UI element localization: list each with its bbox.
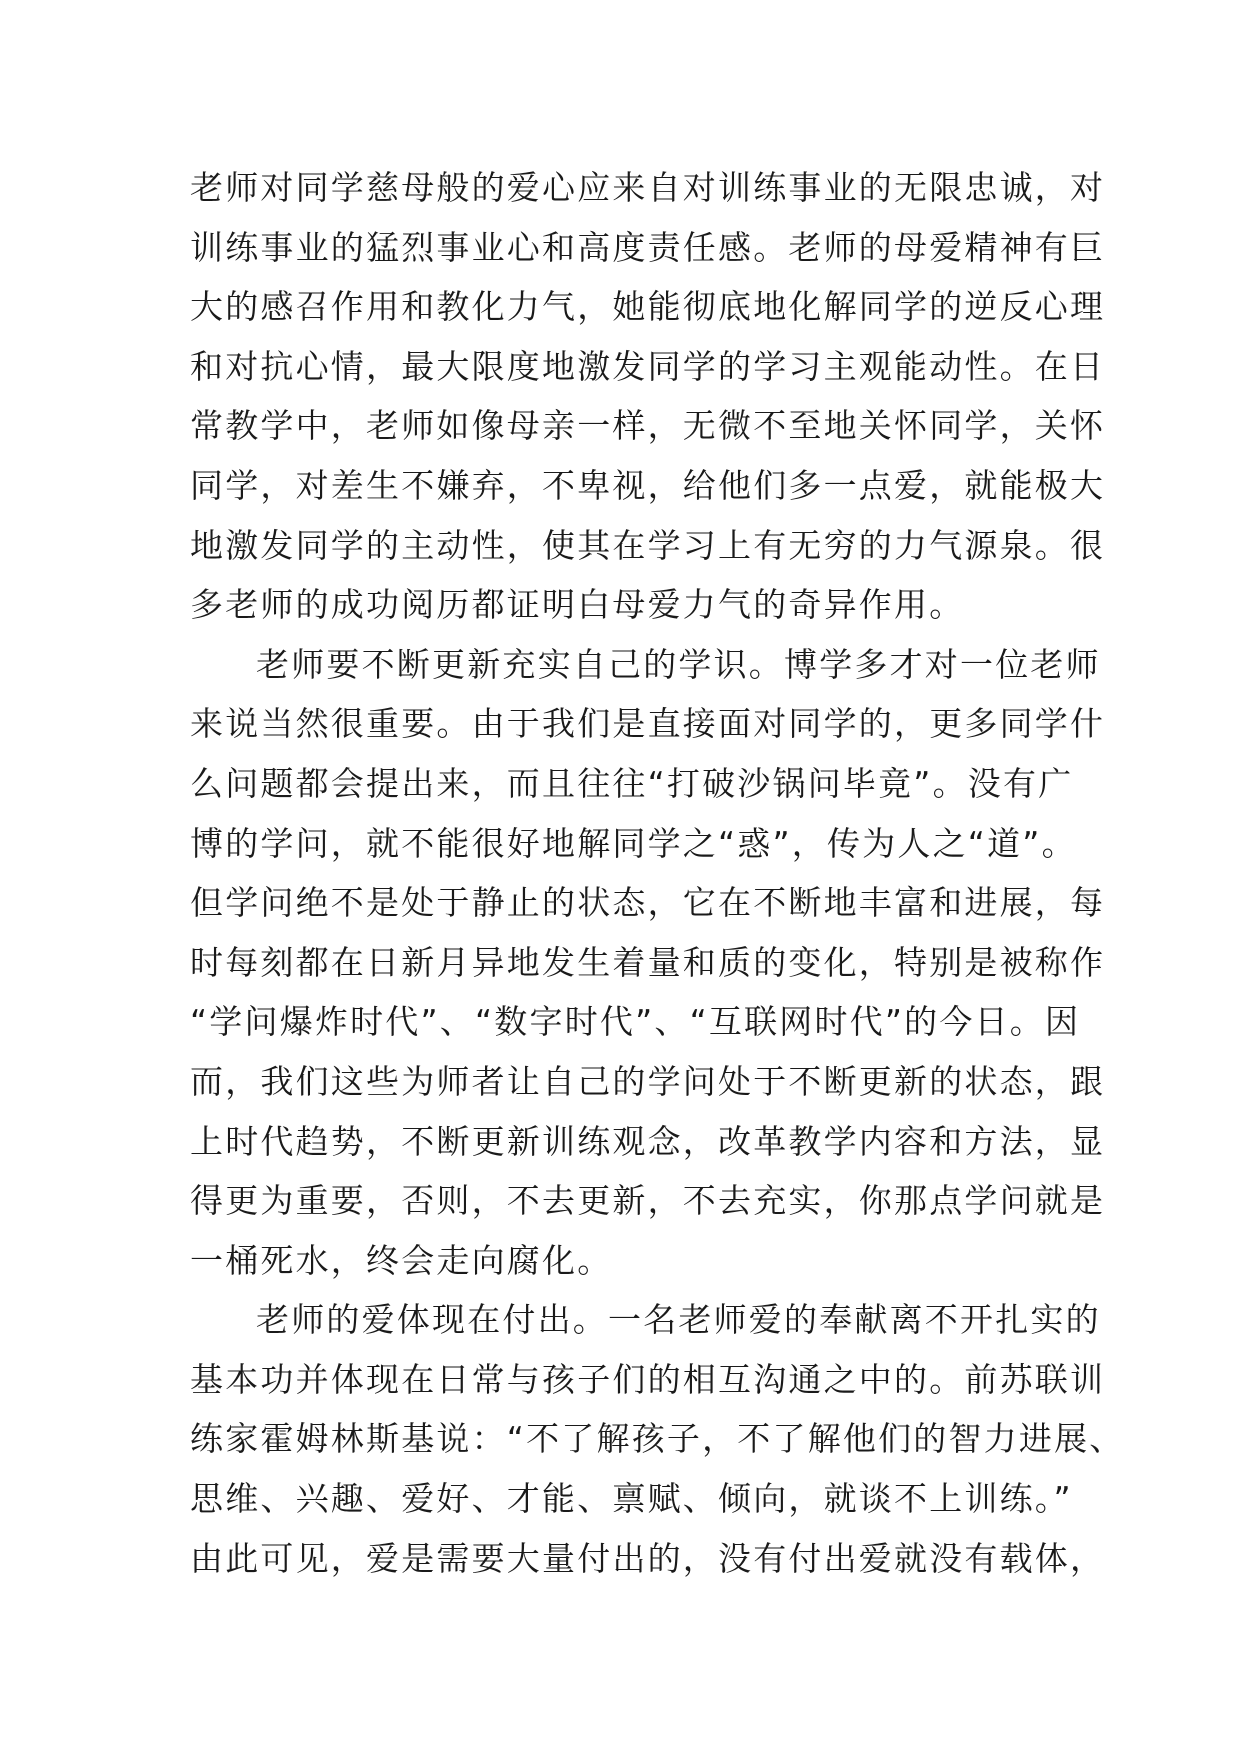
text-line: 得更为重要，否则，不去更新，不去充实，你那点学问就是: [190, 1181, 1106, 1221]
paragraph-2: [190, 635, 1106, 1291]
paragraph-3: [190, 1290, 1125, 1588]
text-line: 博的学问，就不能很好地解同学之“惑”，传为人之“道”。: [190, 823, 1077, 863]
text-line: 来说当然很重要。由于我们是直接面对同学的，更多同学什: [190, 704, 1106, 744]
text-line: 上时代趋势，不断更新训练观念，改革教学内容和方法，显: [190, 1121, 1106, 1161]
text-line: 思维、兴趣、爱好、才能、禀赋、倾向，就谈不上训练。”: [190, 1479, 1073, 1519]
text-line: 常教学中，老师如像母亲一样，无微不至地关怀同学，关怀: [190, 406, 1106, 446]
text-line: 时每刻都在日新月异地发生着量和质的变化，特别是被称作: [190, 942, 1106, 982]
text-line: 同学，对差生不嫌弃，不卑视，给他们多一点爱，就能极大: [190, 465, 1106, 505]
text-line: “学问爆炸时代”、“数字时代”、“互联网时代”的今日。因: [190, 1002, 1081, 1042]
text-line: 老师的爱体现在付出。一名老师爱的奉献离不开扎实的: [256, 1300, 1101, 1340]
text-line: 多老师的成功阅历都证明白母爱力气的奇异作用。: [190, 585, 965, 625]
text-line: 训练事业的猛烈事业心和高度责任感。老师的母爱精神有巨: [190, 227, 1106, 267]
text-line: 老师要不断更新充实自己的学识。博学多才对一位老师: [256, 644, 1101, 684]
text-line: 基本功并体现在日常与孩子们的相互沟通之中的。前苏联训: [190, 1359, 1106, 1399]
text-line: 由此可见，爱是需要大量付出的，没有付出爱就没有载体，: [190, 1538, 1106, 1578]
text-line: 但学问绝不是处于静止的状态，它在不断地丰富和进展，每: [190, 883, 1106, 923]
text-line: 大的感召作用和教化力气，她能彻底地化解同学的逆反心理: [190, 287, 1106, 327]
text-line: 一桶死水，终会走向腐化。: [190, 1240, 613, 1280]
text-line: 而，我们这些为师者让自己的学问处于不断更新的状态，跟: [190, 1061, 1106, 1101]
text-line: 和对抗心情，最大限度地激发同学的学习主观能动性。在日: [190, 346, 1106, 386]
text-line: 练家霍姆林斯基说：“不了解孩子，不了解他们的智力进展、: [190, 1419, 1125, 1459]
text-line: 么问题都会提出来，而且往往“打破沙锅问毕竟”。没有广: [190, 763, 1074, 803]
paragraph-1: [190, 158, 1106, 635]
text-line: 地激发同学的主动性，使其在学习上有无穷的力气源泉。很: [190, 525, 1106, 565]
document-body: [190, 158, 1125, 1588]
text-line: 老师对同学慈母般的爱心应来自对训练事业的无限忠诚，对: [190, 168, 1106, 207]
